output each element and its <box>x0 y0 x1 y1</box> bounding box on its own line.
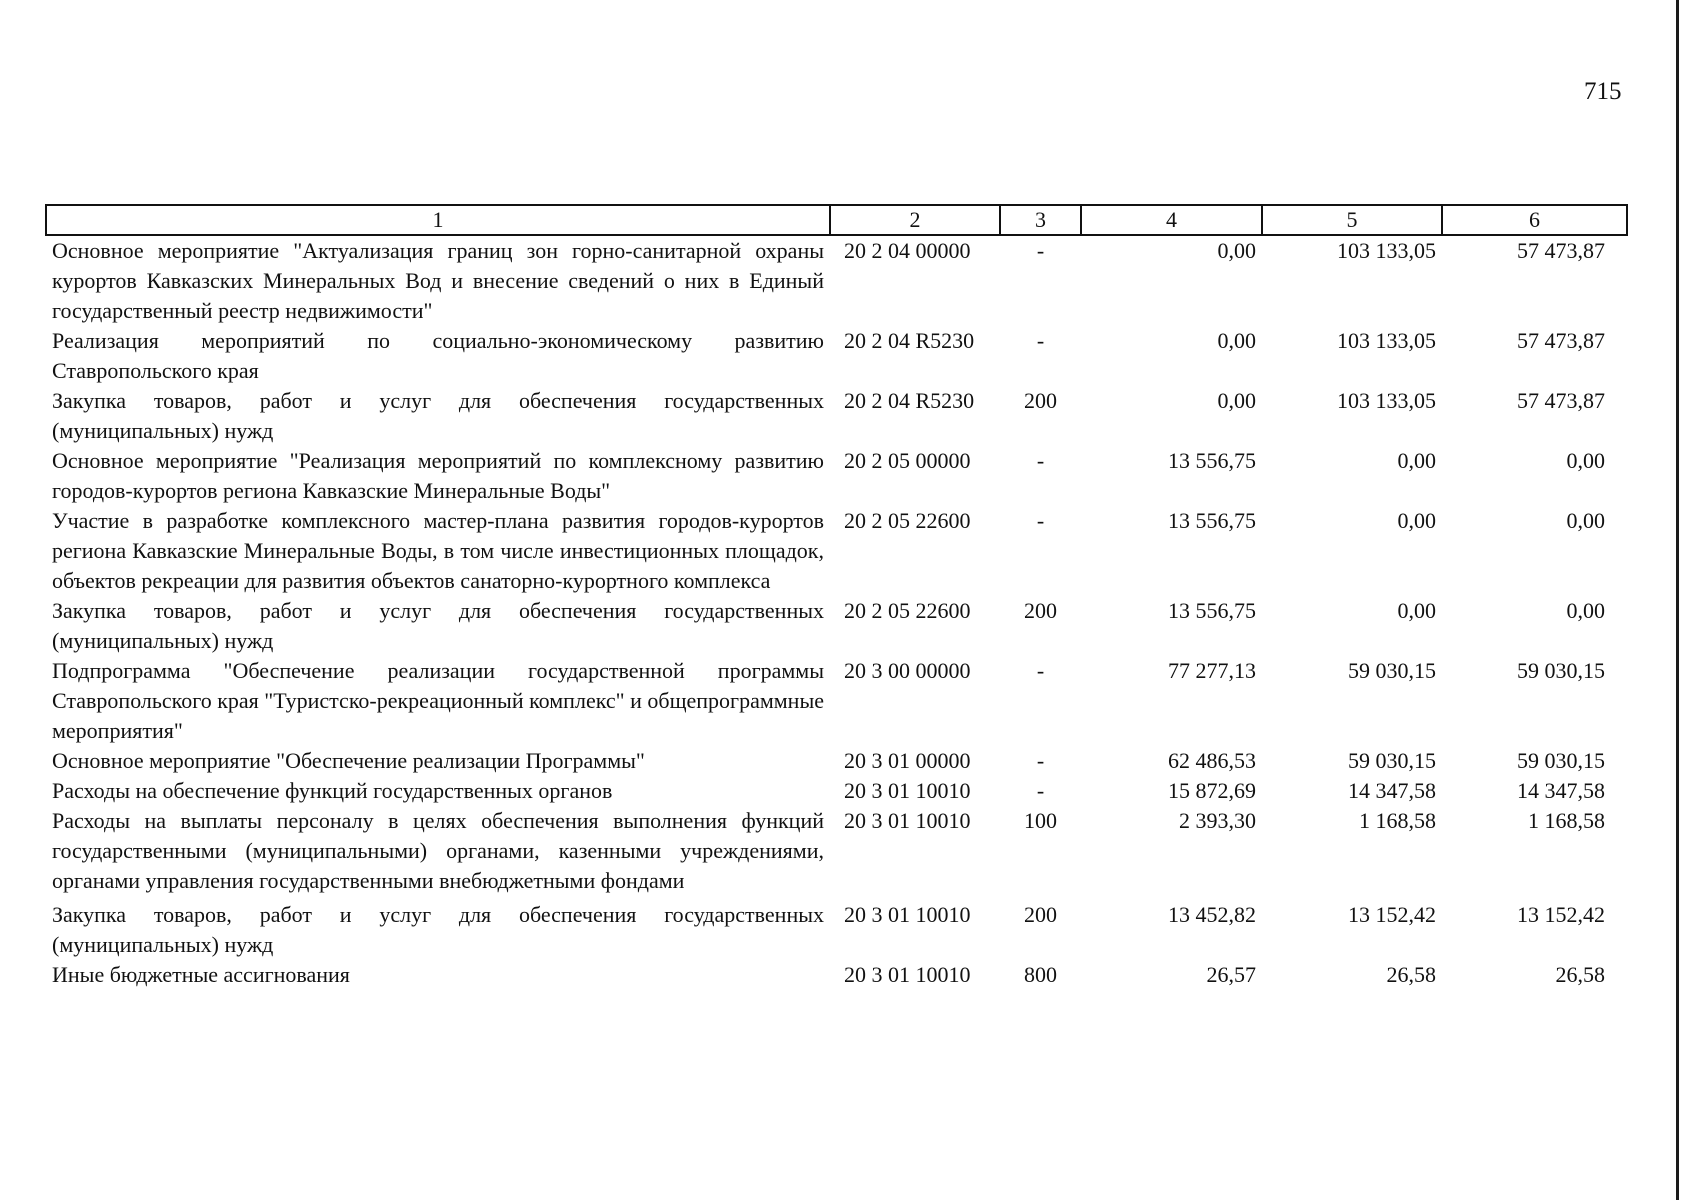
budget-table <box>45 204 1628 990</box>
row-value-6: 59 030,15 <box>1517 658 1605 683</box>
row-value-6: 57 473,87 <box>1517 328 1605 353</box>
row-value-6: 26,58 <box>1555 962 1605 987</box>
row-value-5: 26,58 <box>1386 962 1436 987</box>
header-row <box>46 205 1627 235</box>
row-value-4: 13 556,75 <box>1168 448 1256 473</box>
row-value-6: 57 473,87 <box>1517 238 1605 263</box>
row-expense-type: 200 <box>1024 902 1057 927</box>
table-row <box>46 960 1627 990</box>
row-code: 20 2 05 00000 <box>844 448 971 473</box>
row-expense-type: 200 <box>1024 598 1057 623</box>
header-col-3: 3 <box>1000 205 1081 235</box>
row-name: Расходы на выплаты персоналу в целях обеспечения выполнения функций государственными (муниципальными) органами, казенными учреждениями, органами управления государственными внебюджетными фондами <box>52 808 824 893</box>
table-row <box>46 806 1627 896</box>
row-value-5: 14 347,58 <box>1348 778 1436 803</box>
row-name: Подпрограмма "Обеспечение реализации государственной программы Ставропольского края "Туристско-рекреационный комплекс" и общепрограммные мероприятия" <box>52 658 824 743</box>
row-expense-type: - <box>1036 508 1045 533</box>
row-expense-type: - <box>1036 448 1045 473</box>
row-value-5: 0,00 <box>1397 598 1436 623</box>
row-expense-type: 100 <box>1024 808 1057 833</box>
header-col-6: 6 <box>1442 205 1627 235</box>
page-number: 715 <box>1584 78 1622 105</box>
row-value-6: 13 152,42 <box>1517 902 1605 927</box>
header-col-1: 1 <box>46 205 830 235</box>
row-value-4: 13 556,75 <box>1168 598 1256 623</box>
row-code: 20 3 00 00000 <box>844 658 971 683</box>
row-value-6: 0,00 <box>1566 598 1605 623</box>
row-value-4: 77 277,13 <box>1168 658 1256 683</box>
row-value-6: 0,00 <box>1566 448 1605 473</box>
row-code: 20 3 01 10010 <box>844 962 971 987</box>
row-value-5: 0,00 <box>1397 508 1436 533</box>
row-code: 20 2 04 00000 <box>844 238 971 263</box>
row-name: Основное мероприятие "Актуализация границ зон горно-санитарной охраны курортов Кавказских Минеральных Вод и внесение сведений о них в Единый государственный реестр недвижимости" <box>52 238 824 323</box>
row-name: Иные бюджетные ассигнования <box>52 962 350 987</box>
row-value-5: 103 133,05 <box>1337 388 1436 413</box>
row-code: 20 2 04 R5230 <box>844 388 975 413</box>
row-expense-type: 800 <box>1024 962 1057 987</box>
table-row <box>46 746 1627 776</box>
table-row <box>46 896 1627 960</box>
row-value-4: 62 486,53 <box>1168 748 1256 773</box>
row-name: Закупка товаров, работ и услуг для обеспечения государственных (муниципальных) нужд <box>52 388 824 443</box>
row-value-5: 103 133,05 <box>1337 238 1436 263</box>
table-row <box>46 446 1627 506</box>
row-expense-type: - <box>1036 658 1045 683</box>
row-value-6: 14 347,58 <box>1517 778 1605 803</box>
header-col-5: 5 <box>1262 205 1442 235</box>
row-value-6: 0,00 <box>1566 508 1605 533</box>
row-value-6: 57 473,87 <box>1517 388 1605 413</box>
row-code: 20 3 01 00000 <box>844 748 971 773</box>
budget-table-container <box>45 204 1626 990</box>
row-value-4: 13 556,75 <box>1168 508 1256 533</box>
table-row <box>46 235 1627 326</box>
row-code: 20 2 05 22600 <box>844 598 971 623</box>
row-value-5: 59 030,15 <box>1348 658 1436 683</box>
row-value-5: 1 168,58 <box>1359 808 1436 833</box>
row-value-4: 2 393,30 <box>1179 808 1256 833</box>
row-value-6: 1 168,58 <box>1528 808 1605 833</box>
row-name: Основное мероприятие "Обеспечение реализации Программы" <box>52 748 645 773</box>
table-row <box>46 386 1627 446</box>
row-code: 20 2 04 R5230 <box>844 328 975 353</box>
row-code: 20 3 01 10010 <box>844 778 971 803</box>
row-name: Закупка товаров, работ и услуг для обеспечения государственных (муниципальных) нужд <box>52 598 824 653</box>
table-row <box>46 326 1627 386</box>
row-value-4: 15 872,69 <box>1168 778 1256 803</box>
row-expense-type: - <box>1036 778 1045 803</box>
row-code: 20 3 01 10010 <box>844 902 971 927</box>
header-col-2: 2 <box>830 205 1000 235</box>
row-code: 20 2 05 22600 <box>844 508 971 533</box>
row-name: Основное мероприятие "Реализация мероприятий по комплексному развитию городов-курортов региона Кавказские Минеральные Воды" <box>52 448 824 503</box>
row-name: Закупка товаров, работ и услуг для обеспечения государственных (муниципальных) нужд <box>52 902 824 957</box>
scan-edge-line <box>1676 0 1679 1200</box>
row-value-5: 59 030,15 <box>1348 748 1436 773</box>
row-code: 20 3 01 10010 <box>844 808 971 833</box>
row-name: Реализация мероприятий по социально-экономическому развитию Ставропольского края <box>52 328 824 383</box>
header-col-4: 4 <box>1081 205 1262 235</box>
row-name: Расходы на обеспечение функций государственных органов <box>52 778 613 803</box>
row-name: Участие в разработке комплексного мастер-плана развития городов-курортов региона Кавказские Минеральные Воды, в том числе инвестиционных площадок, объектов рекреации для развития объектов санаторно-курортного комплекса <box>52 508 824 593</box>
table-row <box>46 506 1627 596</box>
row-value-6: 59 030,15 <box>1517 748 1605 773</box>
row-expense-type: - <box>1036 748 1045 773</box>
row-value-4: 0,00 <box>1217 328 1256 353</box>
row-expense-type: - <box>1036 238 1045 263</box>
table-row <box>46 596 1627 656</box>
row-expense-type: - <box>1036 328 1045 353</box>
row-value-5: 103 133,05 <box>1337 328 1436 353</box>
row-value-4: 13 452,82 <box>1168 902 1256 927</box>
table-row <box>46 776 1627 806</box>
table-row <box>46 656 1627 746</box>
row-value-4: 26,57 <box>1206 962 1256 987</box>
row-expense-type: 200 <box>1024 388 1057 413</box>
row-value-5: 0,00 <box>1397 448 1436 473</box>
row-value-5: 13 152,42 <box>1348 902 1436 927</box>
row-value-4: 0,00 <box>1217 388 1256 413</box>
row-value-4: 0,00 <box>1217 238 1256 263</box>
